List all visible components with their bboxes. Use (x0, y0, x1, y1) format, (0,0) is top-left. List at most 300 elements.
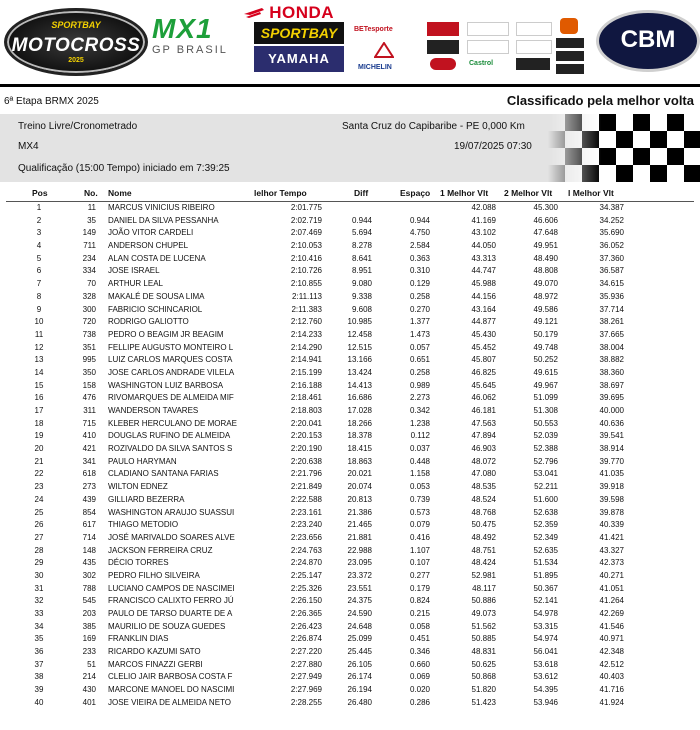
cell-lap-best: 34.615 (599, 279, 624, 289)
cell-lap-best: 35.936 (599, 291, 624, 301)
cell-lap-best: 41.264 (599, 596, 624, 606)
cell-lap2: 52.388 (533, 444, 558, 454)
session-type: Treino Livre/Cronometrado (18, 121, 138, 132)
cell-number: 203 (82, 609, 96, 618)
cell-position: 23 (34, 482, 44, 492)
cell-lap-best: 41.716 (599, 685, 624, 695)
table-row (0, 557, 700, 570)
cell-best-time: 2:21.796 (290, 469, 322, 479)
table-row (0, 380, 700, 393)
cell-lap1: 48.492 (471, 532, 496, 542)
table-row (0, 316, 700, 329)
cell-rider-name: RICARDO KAZUMI SATO (108, 647, 201, 657)
location-text: Santa Cruz do Capibaribe - PE 0,000 Km (342, 121, 525, 132)
qualifying-text: Qualificação (15:00 Tempo) iniciado em 7:39:25 (18, 163, 230, 174)
cell-lap-best: 38.697 (599, 380, 624, 390)
cell-lap-best: 40.403 (599, 672, 624, 682)
cell-position: 34 (34, 621, 44, 631)
cell-diff: 26.174 (347, 672, 372, 682)
cell-position: 25 (34, 507, 44, 517)
cell-position: 2 (36, 215, 42, 225)
sponsor-mark-3 (516, 22, 552, 36)
cell-diff: 24.590 (347, 609, 372, 618)
cell-diff: 26.105 (347, 659, 372, 669)
cell-best-time: 2:23.161 (290, 507, 322, 517)
cell-position: 16 (34, 393, 44, 403)
cell-lap-best: 39.695 (599, 393, 624, 403)
cell-rider-name: JOSE VIEIRA DE ALMEIDA NETO (108, 697, 232, 707)
cell-position: 21 (34, 456, 44, 466)
cell-lap2: 52.211 (534, 482, 558, 492)
cell-lap-best: 38.261 (599, 317, 624, 327)
cell-position: 37 (34, 659, 44, 669)
cell-number: 35 (87, 215, 96, 225)
cell-number: 617 (82, 520, 96, 530)
cell-position: 4 (36, 241, 42, 251)
table-row (0, 659, 700, 672)
cell-lap2: 48.808 (533, 266, 558, 276)
cell-position: 1 (36, 203, 42, 212)
cell-number: 148 (82, 545, 96, 555)
cell-diff: 21.465 (347, 520, 372, 530)
cell-rider-name: MAURILIO DE SOUZA GUEDES (108, 621, 226, 631)
cell-lap2: 50.252 (533, 355, 558, 365)
cell-lap-best: 37.714 (599, 304, 624, 314)
cell-rider-name: WANDERSON TAVARES (108, 406, 199, 415)
table-row (0, 418, 700, 431)
cell-lap1: 51.820 (471, 685, 496, 695)
table-row (0, 684, 700, 697)
cell-rider-name: PEDRO FILHO SILVEIRA (108, 570, 200, 580)
cell-position: 28 (34, 545, 44, 555)
cell-diff: 17.028 (347, 406, 372, 415)
sponsor-dark-badge-2 (556, 38, 584, 48)
table-row (0, 291, 700, 304)
cell-diff: 25.099 (347, 634, 372, 644)
triangle-sponsor-icon (374, 42, 394, 58)
cell-position: 20 (34, 444, 44, 454)
table-row (0, 570, 700, 583)
cell-lap1: 48.524 (471, 494, 496, 504)
cell-diff: 14.413 (347, 380, 372, 390)
header-gap: Espaço (400, 188, 431, 198)
cell-lap-best: 38.914 (599, 444, 624, 454)
header-name: Nome (108, 188, 132, 198)
cell-gap: 0.069 (409, 672, 430, 682)
cell-lap1: 48.424 (471, 558, 496, 568)
cell-lap2: 53.946 (533, 697, 558, 707)
cell-best-time: 2:25.147 (290, 570, 322, 580)
cell-rider-name: LUCIANO CAMPOS DE NASCIMEI (108, 583, 235, 593)
cell-lap1: 44.877 (471, 317, 496, 327)
cell-gap: 0.277 (409, 570, 430, 580)
cell-position: 3 (36, 228, 42, 238)
table-row (0, 595, 700, 608)
cell-position: 39 (34, 685, 44, 695)
cell-position: 14 (34, 367, 44, 377)
cell-diff: 21.881 (347, 532, 372, 542)
cell-best-time: 2:15.199 (290, 367, 322, 377)
cell-diff: 13.166 (347, 355, 372, 365)
betesporte-logo: BETesporte (354, 26, 393, 33)
cell-position: 6 (36, 266, 42, 276)
table-row (0, 608, 700, 621)
checkered-flag-graphic (548, 114, 700, 182)
cell-rider-name: RIVOMARQUES DE ALMEIDA MIF (108, 393, 234, 403)
cell-diff: 16.686 (347, 393, 372, 403)
cell-diff: 26.480 (347, 697, 372, 707)
cell-rider-name: DANIEL DA SILVA PESSANHA (108, 215, 219, 225)
cell-gap: 2.584 (409, 241, 430, 251)
cell-best-time: 2:14.941 (290, 355, 322, 365)
cell-best-time: 2:10.416 (290, 253, 322, 263)
cell-position: 22 (34, 469, 44, 479)
cell-gap: 0.448 (409, 456, 430, 466)
cell-gap: 0.053 (409, 482, 430, 492)
cell-best-time: 2:21.849 (290, 482, 322, 492)
cell-lap2: 49.586 (533, 304, 558, 314)
cell-lap-best: 40.000 (599, 406, 624, 415)
cell-gap: 0.660 (409, 659, 430, 669)
cell-lap1: 50.475 (471, 520, 496, 530)
cell-lap-best: 42.348 (599, 647, 624, 657)
cell-lap2: 49.967 (533, 380, 558, 390)
cell-diff: 13.424 (347, 367, 372, 377)
cell-gap: 0.286 (409, 697, 430, 707)
cell-lap1: 48.535 (471, 482, 496, 492)
cell-gap: 0.037 (409, 444, 430, 454)
cell-number: 158 (82, 380, 96, 390)
cell-lap1: 42.088 (471, 203, 496, 212)
table-row (0, 392, 700, 405)
cell-lap1: 48.831 (471, 647, 496, 657)
mx1-gp-brasil-logo (152, 14, 242, 56)
logo-top-text: SPORTBAY (51, 20, 101, 30)
cell-rider-name: MARCUS VINICIUS RIBEIRO (108, 203, 215, 212)
table-row (0, 227, 700, 240)
cell-number: 233 (82, 647, 96, 657)
cell-position: 5 (36, 253, 42, 263)
cell-diff: 23.551 (347, 583, 372, 593)
cell-lap1: 48.117 (472, 583, 496, 593)
cell-rider-name: ARTHUR LEAL (108, 279, 163, 289)
cell-gap: 0.739 (409, 494, 430, 504)
cell-gap: 0.112 (410, 431, 430, 441)
table-row (0, 367, 700, 380)
cell-gap: 0.258 (409, 367, 430, 377)
table-row (0, 278, 700, 291)
cell-lap-best: 40.271 (599, 570, 624, 580)
cell-lap-best: 39.598 (599, 494, 624, 504)
cell-lap2: 51.600 (533, 494, 558, 504)
cell-lap1: 45.988 (471, 279, 496, 289)
cell-diff: 8.641 (351, 253, 372, 263)
cell-diff: 8.278 (351, 241, 372, 251)
cell-gap: 0.944 (409, 215, 430, 225)
table-row (0, 240, 700, 253)
table-row (0, 405, 700, 418)
cell-gap: 0.363 (409, 253, 430, 263)
cell-gap: 1.473 (409, 329, 430, 339)
cell-best-time: 2:20.190 (290, 444, 322, 454)
table-row (0, 646, 700, 659)
cell-lap1: 46.062 (471, 393, 496, 403)
cell-rider-name: PEDRO O BEAGIM JR BEAGIM (108, 329, 224, 339)
cell-best-time: 2:18.803 (290, 406, 322, 415)
cell-rider-name: JACKSON FERREIRA CRUZ (108, 545, 213, 555)
header-best-time: lelhor Tempo (254, 188, 307, 198)
header-diff: Diff (354, 188, 369, 198)
cell-position: 12 (34, 342, 44, 352)
cell-lap2: 52.349 (533, 532, 558, 542)
cell-number: 51 (87, 659, 96, 669)
cell-position: 29 (34, 558, 44, 568)
cell-lap1: 47.563 (471, 418, 496, 428)
cell-position: 19 (34, 431, 44, 441)
cell-number: 720 (82, 317, 96, 327)
cell-rider-name: JOSE CARLOS ANDRADE VILELA (108, 367, 235, 377)
cell-best-time: 2:22.588 (290, 494, 322, 504)
cell-lap-best: 41.421 (599, 532, 624, 542)
cell-lap2: 56.041 (533, 647, 558, 657)
cell-number: 302 (82, 570, 96, 580)
sponsor-mark-2 (467, 40, 509, 54)
cell-position: 7 (36, 279, 42, 289)
cell-lap2: 52.359 (533, 520, 558, 530)
cell-number: 715 (82, 418, 96, 428)
cell-lap1: 50.625 (471, 659, 496, 669)
cell-lap1: 49.073 (471, 609, 496, 618)
cell-gap: 0.989 (409, 380, 430, 390)
header-lap-best: l Melhor Vlt (568, 188, 614, 198)
cell-number: 435 (82, 558, 96, 568)
cell-best-time: 2:20.638 (290, 456, 322, 466)
gp-brasil-text: GP BRASIL (152, 44, 228, 56)
cell-gap: 0.107 (409, 558, 430, 568)
cell-position: 32 (34, 596, 44, 606)
cell-best-time: 2:20.041 (290, 418, 322, 428)
cell-lap-best: 38.004 (599, 342, 624, 352)
cell-lap1: 50.885 (471, 634, 496, 644)
cell-number: 545 (82, 596, 96, 606)
cell-lap2: 52.141 (533, 596, 558, 606)
cell-best-time: 2:14.233 (290, 329, 322, 339)
honda-logo (244, 3, 356, 21)
cell-best-time: 2:26.365 (290, 609, 322, 618)
cell-gap: 0.057 (409, 342, 430, 352)
cell-number: 995 (82, 355, 96, 365)
cell-number: 328 (82, 291, 96, 301)
cell-lap-best: 43.327 (599, 545, 624, 555)
cell-best-time: 2:07.469 (290, 228, 322, 238)
cell-lap2: 46.606 (533, 215, 558, 225)
cell-diff: 26.194 (347, 685, 372, 695)
cell-lap2: 54.974 (533, 634, 558, 644)
cell-lap1: 45.645 (471, 380, 496, 390)
table-row (0, 430, 700, 443)
cell-position: 10 (34, 317, 44, 327)
cell-number: 476 (82, 393, 96, 403)
cell-rider-name: DÉCIO TORRES (108, 558, 169, 568)
stage-title: 6ª Etapa BRMX 2025 (4, 96, 99, 107)
cell-position: 33 (34, 609, 44, 618)
logo-main-text: MOTOCROSS (11, 35, 141, 56)
cell-position: 11 (34, 329, 44, 339)
cell-diff: 5.694 (351, 228, 372, 238)
sponsor-dark-badge-4 (556, 64, 584, 74)
cell-number: 714 (82, 532, 96, 542)
cell-lap-best: 34.252 (599, 215, 624, 225)
cell-number: 149 (82, 228, 96, 238)
cell-lap2: 49.615 (533, 367, 558, 377)
cell-lap1: 47.894 (471, 431, 496, 441)
table-row (0, 354, 700, 367)
cell-best-time: 2:23.656 (290, 532, 322, 542)
results-table-body (0, 202, 700, 710)
cell-gap: 0.651 (409, 355, 430, 365)
cell-number: 169 (82, 634, 96, 644)
cell-lap1: 48.072 (471, 456, 496, 466)
cell-lap2: 49.070 (533, 279, 558, 289)
cell-lap1: 44.747 (471, 266, 496, 276)
category-text: MX4 (18, 141, 39, 152)
cell-diff: 24.648 (347, 621, 372, 631)
cell-number: 351 (82, 342, 96, 352)
table-row (0, 215, 700, 228)
table-row (0, 697, 700, 710)
cell-gap: 1.238 (409, 418, 430, 428)
cell-lap1: 45.807 (471, 355, 496, 365)
cell-rider-name: FELLIPE AUGUSTO MONTEIRO L (108, 342, 234, 352)
cell-diff: 20.021 (347, 469, 372, 479)
cell-gap: 0.824 (409, 596, 430, 606)
cell-gap: 0.346 (409, 647, 430, 657)
cell-best-time: 2:26.150 (290, 596, 322, 606)
cell-best-time: 2:12.760 (290, 317, 322, 327)
cell-position: 27 (34, 532, 44, 542)
table-row (0, 507, 700, 520)
cell-position: 18 (34, 418, 44, 428)
cell-best-time: 2:27.880 (290, 659, 322, 669)
cell-number: 311 (83, 406, 96, 415)
cell-gap: 0.573 (409, 507, 430, 517)
cell-rider-name: DOUGLAS RUFINO DE ALMEIDA (108, 431, 231, 441)
cell-lap-best: 37.360 (599, 253, 624, 263)
cell-lap1: 43.102 (471, 228, 496, 238)
cell-rider-name: LUIZ CARLOS MARQUES COSTA (108, 355, 233, 365)
sponsor-header (0, 0, 700, 80)
cell-rider-name: ALAN COSTA DE LUCENA (108, 253, 206, 263)
cell-lap2: 54.978 (533, 609, 558, 618)
cell-lap2: 49.121 (533, 317, 558, 327)
cell-best-time: 2:10.855 (290, 279, 322, 289)
table-row (0, 456, 700, 469)
cell-lap1: 44.156 (471, 291, 496, 301)
cell-best-time: 2:24.870 (290, 558, 322, 568)
cell-diff: 12.515 (347, 342, 372, 352)
cell-gap: 1.107 (409, 545, 430, 555)
cell-rider-name: WASHINGTON LUIZ BARBOSA (108, 380, 224, 390)
sponsor-dark-badge-1 (427, 40, 459, 54)
cell-position: 8 (36, 291, 42, 301)
cell-lap-best: 38.360 (599, 367, 624, 377)
cell-best-time: 2:10.726 (290, 266, 322, 276)
cell-best-time: 2:27.220 (290, 647, 322, 657)
cell-best-time: 2:24.763 (290, 545, 322, 555)
cell-rider-name: GILLIARD BEZERRA (108, 494, 185, 504)
cell-position: 30 (34, 570, 44, 580)
cell-lap2: 48.490 (533, 253, 558, 263)
cell-lap1: 46.181 (471, 406, 496, 415)
cell-lap1: 43.313 (471, 253, 496, 263)
cell-gap: 0.342 (409, 406, 430, 415)
cell-number: 300 (82, 304, 96, 314)
cell-lap2: 53.618 (533, 659, 558, 669)
cell-diff: 18.415 (347, 444, 372, 454)
table-row (0, 202, 700, 215)
cell-lap2: 52.638 (533, 507, 558, 517)
cell-diff: 25.445 (347, 647, 372, 657)
cell-lap2: 52.039 (533, 431, 558, 441)
cell-gap: 1.377 (409, 317, 430, 327)
cell-lap2: 47.648 (533, 228, 558, 238)
cell-lap1: 41.169 (471, 215, 496, 225)
results-table-header (0, 188, 700, 201)
table-row (0, 671, 700, 684)
table-row (0, 342, 700, 355)
cell-lap1: 50.886 (471, 596, 496, 606)
cell-best-time: 2:10.053 (290, 241, 322, 251)
cell-rider-name: FRANCISCO CALIXTO FERRO JÚ (108, 596, 234, 606)
cell-lap2: 52.796 (533, 456, 558, 466)
cell-diff: 22.988 (347, 545, 372, 555)
cell-lap-best: 41.924 (599, 697, 624, 707)
cell-position: 24 (34, 494, 44, 504)
cell-lap-best: 40.636 (599, 418, 624, 428)
cell-rider-name: CLADIANO SANTANA FARIAS (108, 469, 219, 479)
cell-lap2: 49.748 (533, 342, 558, 352)
cell-lap2: 50.179 (533, 329, 558, 339)
table-row (0, 621, 700, 634)
cell-lap2: 53.612 (533, 672, 558, 682)
cell-best-time: 2:14.290 (290, 342, 322, 352)
cell-gap: 2.273 (409, 393, 430, 403)
cell-best-time: 2:25.326 (290, 583, 322, 593)
cell-position: 15 (34, 380, 44, 390)
cell-lap2: 52.635 (533, 545, 558, 555)
table-row (0, 304, 700, 317)
cell-gap: 0.179 (409, 583, 430, 593)
cell-diff: 10.985 (347, 317, 372, 327)
cell-number: 618 (82, 469, 96, 479)
cell-lap2: 53.315 (533, 621, 558, 631)
logo-year-text: 2025 (68, 57, 84, 64)
cell-position: 40 (34, 697, 44, 707)
cell-diff: 23.095 (347, 558, 372, 568)
cell-lap2: 48.972 (533, 291, 558, 301)
cell-best-time: 2:11.383 (291, 304, 322, 314)
cell-best-time: 2:26.874 (290, 634, 322, 644)
cell-number: 385 (82, 621, 96, 631)
table-row (0, 253, 700, 266)
cell-diff: 20.074 (347, 482, 372, 492)
cell-gap: 0.270 (409, 304, 430, 314)
cell-lap-best: 39.878 (599, 507, 624, 517)
cell-lap-best: 38.882 (599, 355, 624, 365)
cell-rider-name: WASHINGTON ARAUJO SUASSUI (108, 507, 235, 517)
cell-lap2: 54.395 (533, 685, 558, 695)
header-no: No. (84, 188, 98, 198)
